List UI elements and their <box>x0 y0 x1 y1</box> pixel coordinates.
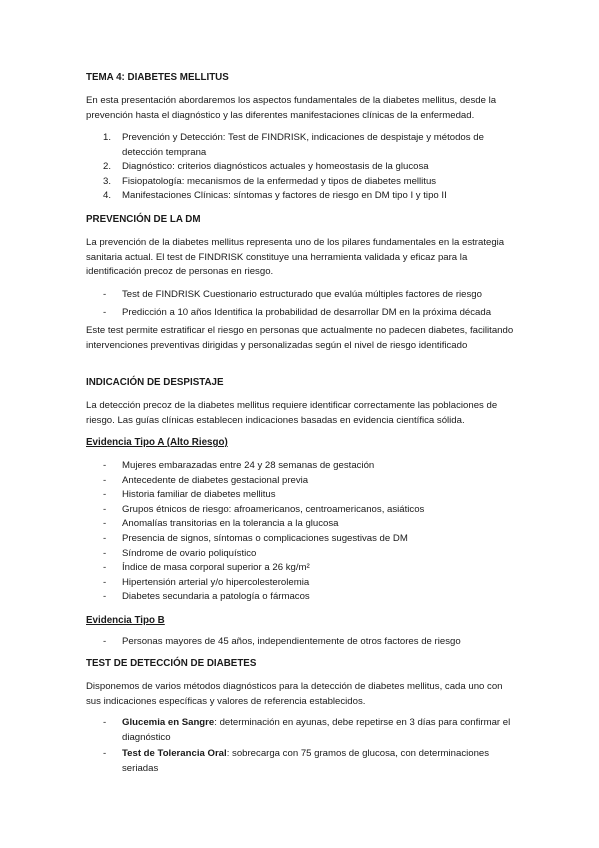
prevention-paragraph: La prevención de la diabetes mellitus representa uno de los pilares fundamentales en la estrategia sanitaria actual. El test de FINDRISK constituye una herramienta validada y eficaz para la identificación precoz de personas en riesgo. <box>86 237 505 278</box>
type-a-list <box>86 459 516 605</box>
dash-marker: - <box>103 289 107 300</box>
dash-marker: - <box>103 562 107 574</box>
list-item-text: Predicción a 10 años Identifica la probabilidad de desarrollar DM en la próxima década <box>122 306 492 318</box>
list-item <box>86 306 516 321</box>
outline-list <box>86 131 516 204</box>
list-item <box>86 547 516 562</box>
prevention-bullets <box>86 288 516 320</box>
list-item <box>86 635 516 650</box>
list-item-text: Presencia de signos, síntomas o complicaciones sugestivas de DM <box>122 532 408 544</box>
list-item-text: Antecedente de diabetes gestacional previa <box>122 474 309 486</box>
list-item <box>86 474 516 489</box>
tests-paragraph: Disponemos de varios métodos diagnósticos para la detección de diabetes mellitus, cada uno con sus indicaciones específicas y valores de referencia establecidos. <box>86 681 503 707</box>
outline-item <box>86 189 516 204</box>
tests-list <box>86 716 516 776</box>
dash-marker: - <box>103 474 107 486</box>
subheading-type-a: Evidencia Tipo A (Alto Riesgo) <box>86 437 228 448</box>
type-b-list <box>86 635 516 650</box>
dash-marker: - <box>103 489 107 501</box>
list-item-text: Anomalías transitorias en la tolerancia a la glucosa <box>122 518 339 530</box>
section-heading-screening: INDICACIÓN DE DESPISTAJE <box>86 377 224 388</box>
test-description: : determinación en ayunas, debe repetirse en 3 días para confirmar el diagnóstico <box>122 717 511 743</box>
outline-number: 3. <box>103 175 112 187</box>
list-item-text: Test de FINDRISK Cuestionario estructurado que evalúa múltiples factores de riesgo <box>122 289 482 300</box>
prevention-paragraph-2: Este test permite estratificar el riesgo en personas que actualmente no padecen diabetes, facilitando intervenciones preventivas dirigidas y personalizadas según el nivel de riesgo identificado <box>86 325 514 351</box>
list-item <box>86 459 516 474</box>
document-title: TEMA 4: DIABETES MELLITUS <box>86 72 229 83</box>
test-description: : sobrecarga con 75 gramos de glucosa, con determinaciones seriadas <box>122 748 490 774</box>
dash-marker: - <box>103 576 107 588</box>
outline-text: Fisiopatología: mecanismos de la enfermedad y tipos de diabetes mellitus <box>122 175 437 187</box>
outline-text: Diagnóstico: criterios diagnósticos actuales y homeostasis de la glucosa <box>122 161 429 173</box>
section-heading-tests: TEST DE DETECCIÓN DE DIABETES <box>86 658 257 669</box>
dash-marker: - <box>103 547 107 559</box>
outline-number: 2. <box>103 161 112 173</box>
list-item <box>86 561 516 576</box>
dash-marker: - <box>103 591 107 603</box>
list-item-text: Historia familiar de diabetes mellitus <box>122 489 276 501</box>
list-item-text: Diabetes secundaria a patología o fármacos <box>122 591 310 603</box>
outline-item <box>86 175 516 190</box>
dash-marker: - <box>103 532 107 544</box>
list-item <box>86 288 516 303</box>
list-item-text: Personas mayores de 45 años, independientemente de otros factores de riesgo <box>122 636 461 647</box>
outline-text: Prevención y Detección: Test de FINDRISK, indicaciones de despistaje y métodos de detección temprana <box>122 132 484 158</box>
list-item <box>86 503 516 518</box>
list-item <box>86 747 516 776</box>
outline-number: 1. <box>103 132 112 143</box>
outline-number: 4. <box>103 190 112 202</box>
test-term: Test de Tolerancia Oral <box>122 748 227 760</box>
list-item <box>86 590 516 605</box>
list-item-text: Grupos étnicos de riesgo: afroamericanos, centroamericanos, asiáticos <box>122 503 425 515</box>
list-item <box>86 716 516 745</box>
dash-marker: - <box>103 460 107 471</box>
test-term: Glucemia en Sangre <box>122 717 215 728</box>
outline-item <box>86 131 516 160</box>
outline-text: Manifestaciones Clínicas: síntomas y factores de riesgo en DM tipo I y tipo II <box>122 190 447 202</box>
dash-marker: - <box>103 748 107 760</box>
dash-marker: - <box>103 503 107 515</box>
dash-marker: - <box>103 636 107 647</box>
list-item-text: Mujeres embarazadas entre 24 y 28 semanas de gestación <box>122 460 375 471</box>
list-item <box>86 488 516 503</box>
list-item <box>86 517 516 532</box>
dash-marker: - <box>103 518 107 530</box>
section-heading-prevention: PREVENCIÓN DE LA DM <box>86 214 201 225</box>
dash-marker: - <box>103 306 107 318</box>
list-item-text: Hipertensión arterial y/o hipercolesterolemia <box>122 576 310 588</box>
outline-item <box>86 160 516 175</box>
dash-marker: - <box>103 717 107 728</box>
list-item <box>86 532 516 547</box>
list-item <box>86 576 516 591</box>
screening-paragraph: La detección precoz de la diabetes mellitus requiere identificar correctamente las poblaciones de riesgo. Las guías clínicas establecen indicaciones basadas en evidencia científica sólida. <box>86 400 498 426</box>
subheading-type-b: Evidencia Tipo B <box>86 615 165 626</box>
intro-paragraph: En esta presentación abordaremos los aspectos fundamentales de la diabetes mellitus, desde la prevención hasta el diagnóstico y las diferentes manifestaciones clínicas de la enfermedad. <box>86 95 497 121</box>
list-item-text: Índice de masa corporal superior a 26 kg/m² <box>122 562 310 574</box>
list-item-text: Síndrome de ovario poliquístico <box>122 547 257 559</box>
